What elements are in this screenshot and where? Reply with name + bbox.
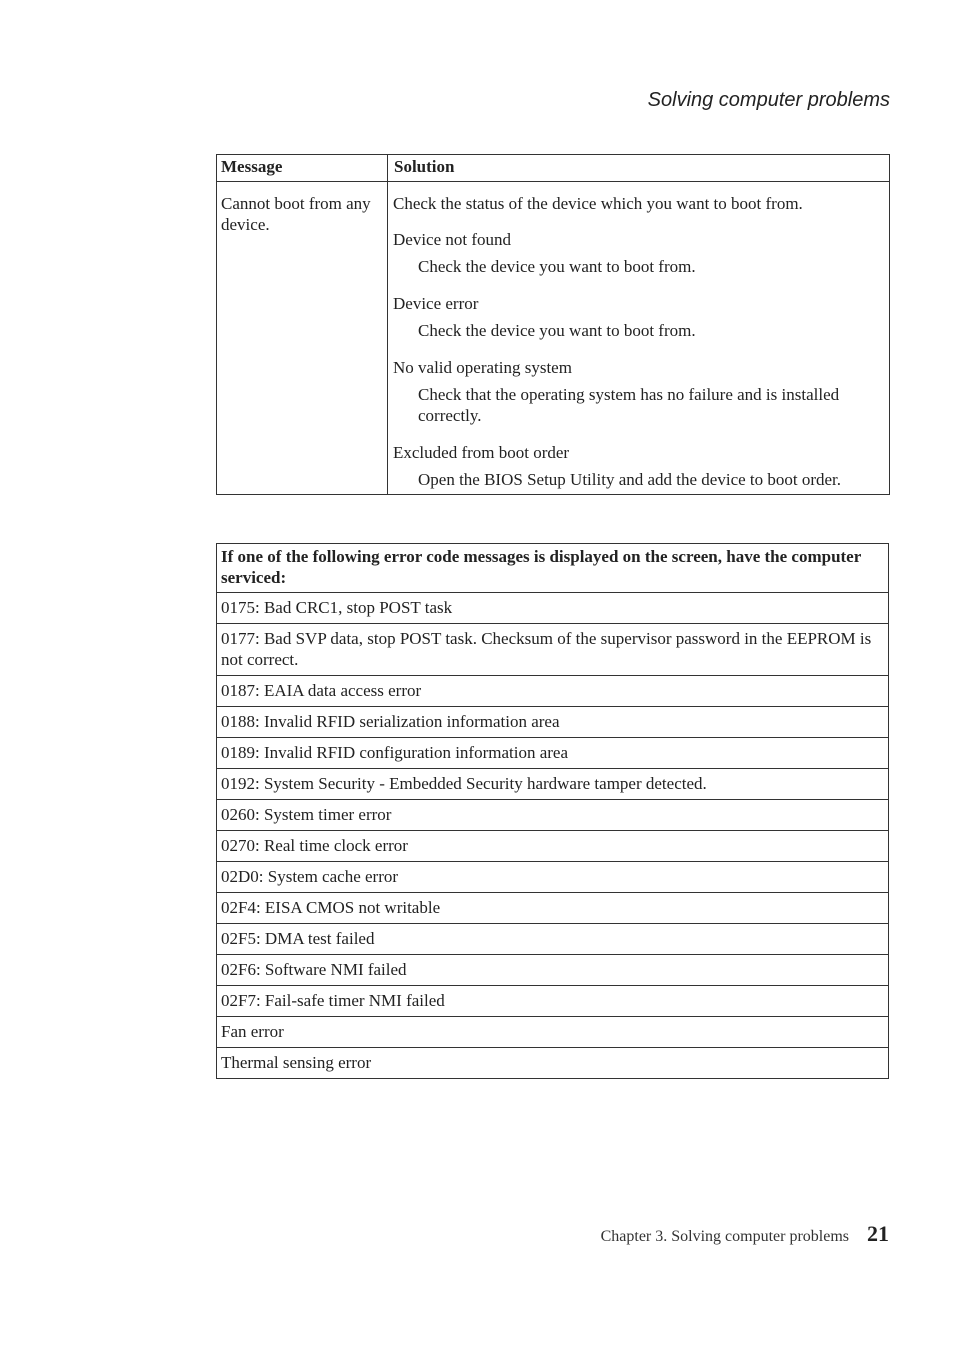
- table-row: [217, 707, 889, 738]
- table-row: [217, 924, 889, 955]
- case-title: Device not found: [393, 230, 512, 249]
- table-row: [217, 800, 889, 831]
- footer-chapter-title: Chapter 3. Solving computer problems: [600, 1228, 849, 1245]
- table-header-row: [217, 155, 890, 182]
- table-row: [217, 624, 889, 676]
- solution-case: [393, 293, 883, 341]
- error-code-cell: 0192: System Security - Embedded Security hardware tamper detected.: [217, 769, 889, 800]
- table-header-row: [217, 544, 889, 593]
- table-row: [217, 1048, 889, 1079]
- case-title: No valid operating system: [393, 358, 572, 377]
- table-row: [217, 738, 889, 769]
- error-code-cell: 02F7: Fail-safe timer NMI failed: [217, 986, 889, 1017]
- error-code-table: [216, 543, 889, 1079]
- error-code-cell: 0188: Invalid RFID serialization information area: [217, 707, 889, 738]
- error-code-cell: 0175: Bad CRC1, stop POST task: [217, 593, 889, 624]
- case-title: Excluded from boot order: [393, 443, 570, 462]
- error-table-heading: If one of the following error code messages is displayed on the screen, have the computer serviced:: [217, 544, 889, 593]
- error-code-cell: 02F6: Software NMI failed: [217, 955, 889, 986]
- error-code-cell: Thermal sensing error: [217, 1048, 889, 1079]
- table-row: [217, 893, 889, 924]
- case-action: Open the BIOS Setup Utility and add the device to boot order.: [418, 470, 842, 489]
- error-code-cell: Fan error: [217, 1017, 889, 1048]
- error-code-cell: 0260: System timer error: [217, 800, 889, 831]
- solution-case: [393, 442, 883, 490]
- message-cell: Cannot boot from any device.: [217, 182, 388, 495]
- error-code-cell: 0177: Bad SVP data, stop POST task. Checksum of the supervisor password in the EEPROM is not correct.: [217, 624, 889, 676]
- error-code-cell: 02F4: EISA CMOS not writable: [217, 893, 889, 924]
- table-row: [217, 593, 889, 624]
- case-action: Check the device you want to boot from.: [418, 257, 696, 276]
- error-code-cell: 02F5: DMA test failed: [217, 924, 889, 955]
- solution-case: [393, 357, 883, 426]
- table-row: [217, 862, 889, 893]
- solution-case: [393, 229, 883, 277]
- error-code-cell: 02D0: System cache error: [217, 862, 889, 893]
- page-footer: [601, 1221, 889, 1247]
- table-row: [217, 986, 889, 1017]
- table-row: [217, 955, 889, 986]
- table-row: [217, 769, 889, 800]
- column-header-solution: Solution: [388, 155, 890, 182]
- case-action: Check that the operating system has no failure and is installed correctly.: [418, 385, 840, 425]
- table-row: [217, 1017, 889, 1048]
- error-code-cell: 0270: Real time clock error: [217, 831, 889, 862]
- table-row: [217, 182, 890, 495]
- table-row: [217, 831, 889, 862]
- page-number: 21: [867, 1221, 889, 1246]
- case-action: Check the device you want to boot from.: [418, 321, 696, 340]
- running-header: Solving computer problems: [647, 89, 890, 111]
- error-code-cell: 0187: EAIA data access error: [217, 676, 889, 707]
- error-code-cell: 0189: Invalid RFID configuration information area: [217, 738, 889, 769]
- solution-cell: [388, 182, 890, 495]
- boot-message-table: [216, 154, 890, 495]
- column-header-message: Message: [217, 155, 388, 182]
- solution-intro: Check the status of the device which you want to boot from.: [393, 194, 803, 213]
- table-row: [217, 676, 889, 707]
- case-title: Device error: [393, 294, 479, 313]
